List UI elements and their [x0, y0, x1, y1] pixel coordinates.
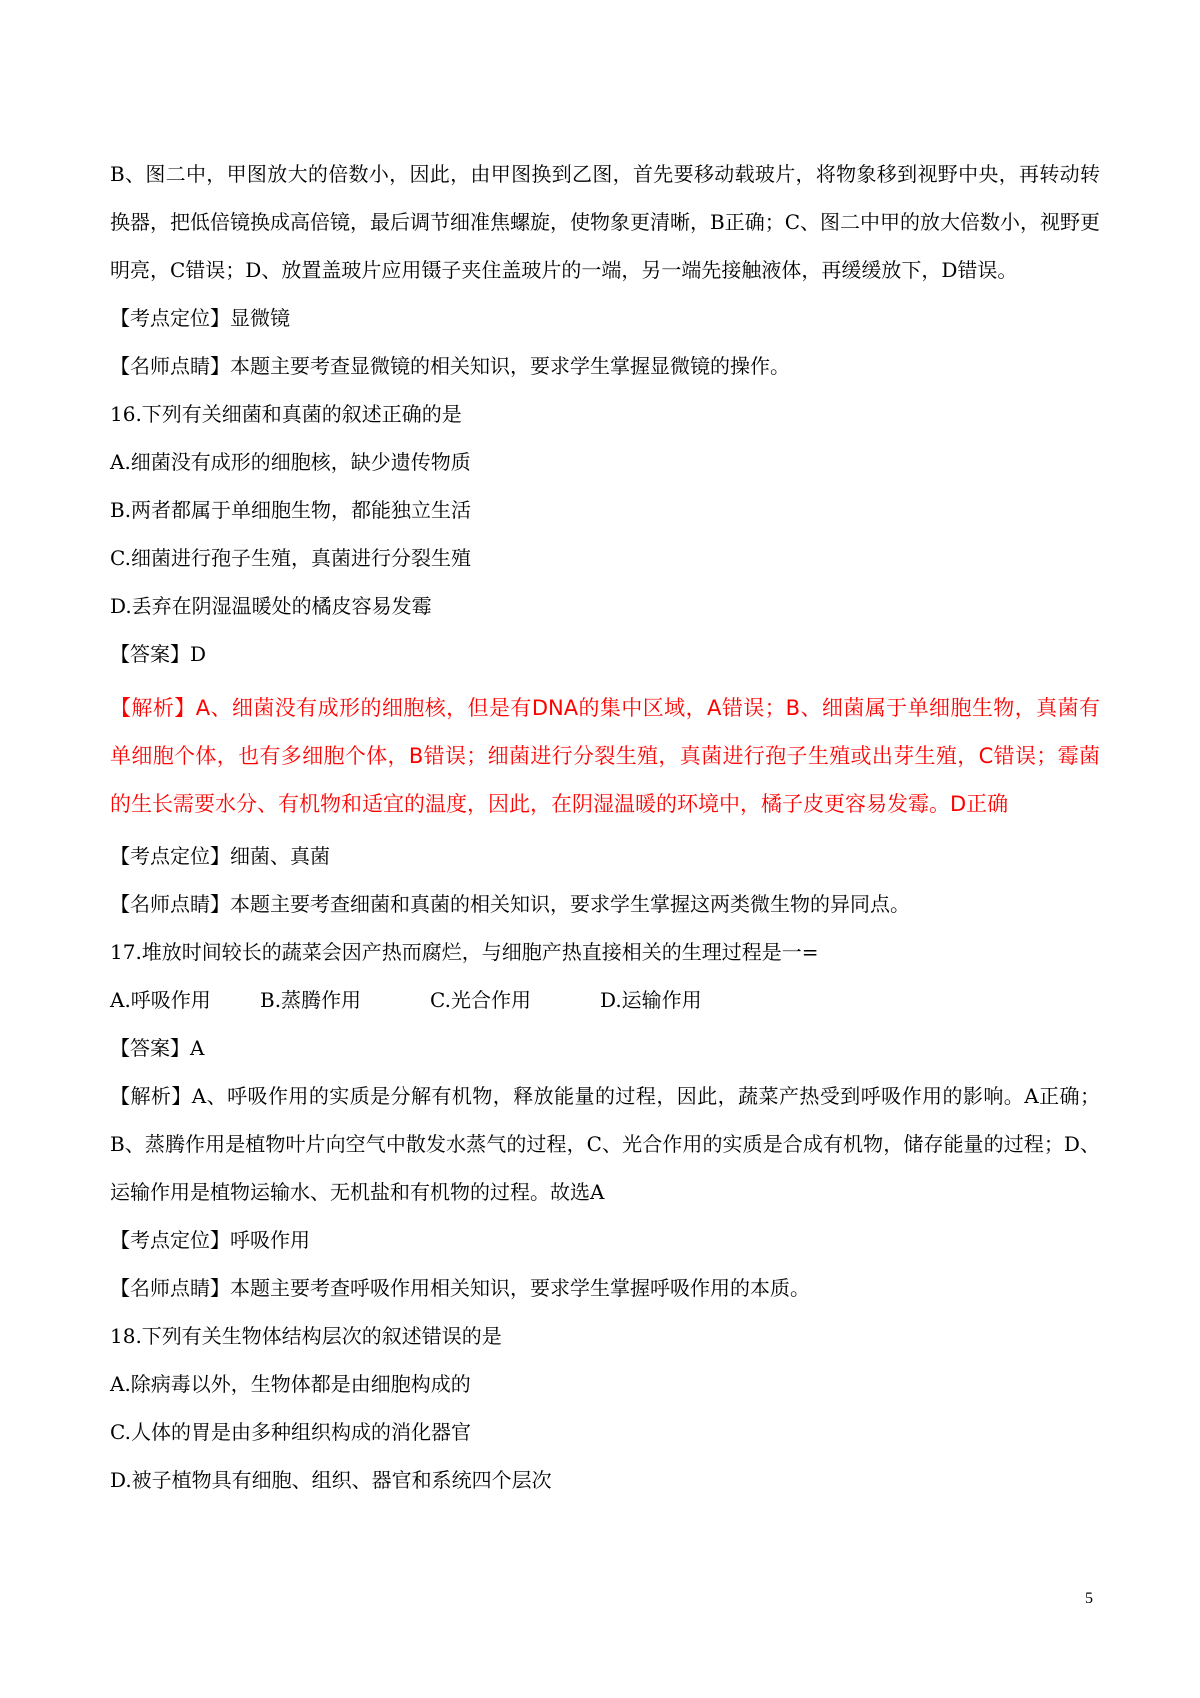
question-17-option-d: D.运输作用 — [600, 988, 702, 1012]
page-content — [110, 150, 1100, 1504]
question-17-option-c: C.光合作用 — [430, 988, 531, 1012]
page-number: 5 — [1085, 1590, 1093, 1607]
explanation-q15-continued: B、图二中，甲图放大的倍数小，因此，由甲图换到乙图，首先要移动载玻片，将物象移到视野中央，再转动转换器，把低倍镜换成高倍镜，最后调节细准焦螺旋，使物象更清晰，B正确；C、图二中甲的放大倍数小，视野更明亮，C错误；D、放置盖玻片应用镊子夹住盖玻片的一端，另一端先接触液体，再缓缓放下，D错误。 — [110, 162, 1100, 282]
question-17-option-a: A.呼吸作用 — [110, 988, 211, 1012]
question-17-option-b: B.蒸腾作用 — [260, 988, 362, 1012]
question-16: 16.下列有关细菌和真菌的叙述正确的是 — [110, 402, 462, 426]
question-16-option-b: B.两者都属于单细胞生物，都能独立生活 — [110, 498, 472, 522]
question-17: 17.堆放时间较长的蔬菜会因产热而腐烂，与细胞产热直接相关的生理过程是一= — [110, 940, 819, 964]
question-17-options — [110, 976, 1100, 1024]
question-17-answer: 【答案】A — [110, 1036, 205, 1060]
question-16-option-d: D.丢弃在阴湿温暖处的橘皮容易发霉 — [110, 594, 432, 618]
teacher-note-q15: 【名师点睛】本题主要考查显微镜的相关知识，要求学生掌握显微镜的操作。 — [110, 354, 790, 378]
question-16-option-c: C.细菌进行孢子生殖，真菌进行分裂生殖 — [110, 546, 471, 570]
question-18-option-a: A.除病毒以外，生物体都是由细胞构成的 — [110, 1372, 471, 1396]
teacher-note-q17: 【名师点睛】本题主要考查呼吸作用相关知识，要求学生掌握呼吸作用的本质。 — [110, 1276, 810, 1300]
question-18: 18.下列有关生物体结构层次的叙述错误的是 — [110, 1324, 502, 1348]
teacher-note-q16: 【名师点睛】本题主要考查细菌和真菌的相关知识，要求学生掌握这两类微生物的异同点。 — [110, 892, 910, 916]
knowledge-point-q16: 【考点定位】细菌、真菌 — [110, 844, 330, 868]
question-16-answer: 【答案】D — [110, 642, 207, 666]
question-16-explanation: 【解析】A、细菌没有成形的细胞核，但是有DNA的集中区域，A错误；B、细菌属于单细胞生物，真菌有单细胞个体，也有多细胞个体，B错误；细菌进行分裂生殖，真菌进行孢子生殖或出芽生殖，C错误；霉菌的生长需要水分、有机物和适宜的温度，因此，在阴湿温暖的环境中，橘子皮更容易发霉。D正确 — [110, 696, 1100, 816]
question-18-option-c: C.人体的胃是由多种组织构成的消化器官 — [110, 1420, 471, 1444]
question-16-option-a: A.细菌没有成形的细胞核，缺少遗传物质 — [110, 450, 471, 474]
knowledge-point-q17: 【考点定位】呼吸作用 — [110, 1228, 310, 1252]
question-17-explanation: 【解析】A、呼吸作用的实质是分解有机物，释放能量的过程，因此，蔬菜产热受到呼吸作用的影响。A正确；B、蒸腾作用是植物叶片向空气中散发水蒸气的过程，C、光合作用的实质是合成有机物，储存能量的过程；D、运输作用是植物运输水、无机盐和有机物的过程。故选A — [110, 1084, 1100, 1204]
knowledge-point-q15: 【考点定位】显微镜 — [110, 306, 290, 330]
question-18-option-d: D.被子植物具有细胞、组织、器官和系统四个层次 — [110, 1468, 552, 1492]
